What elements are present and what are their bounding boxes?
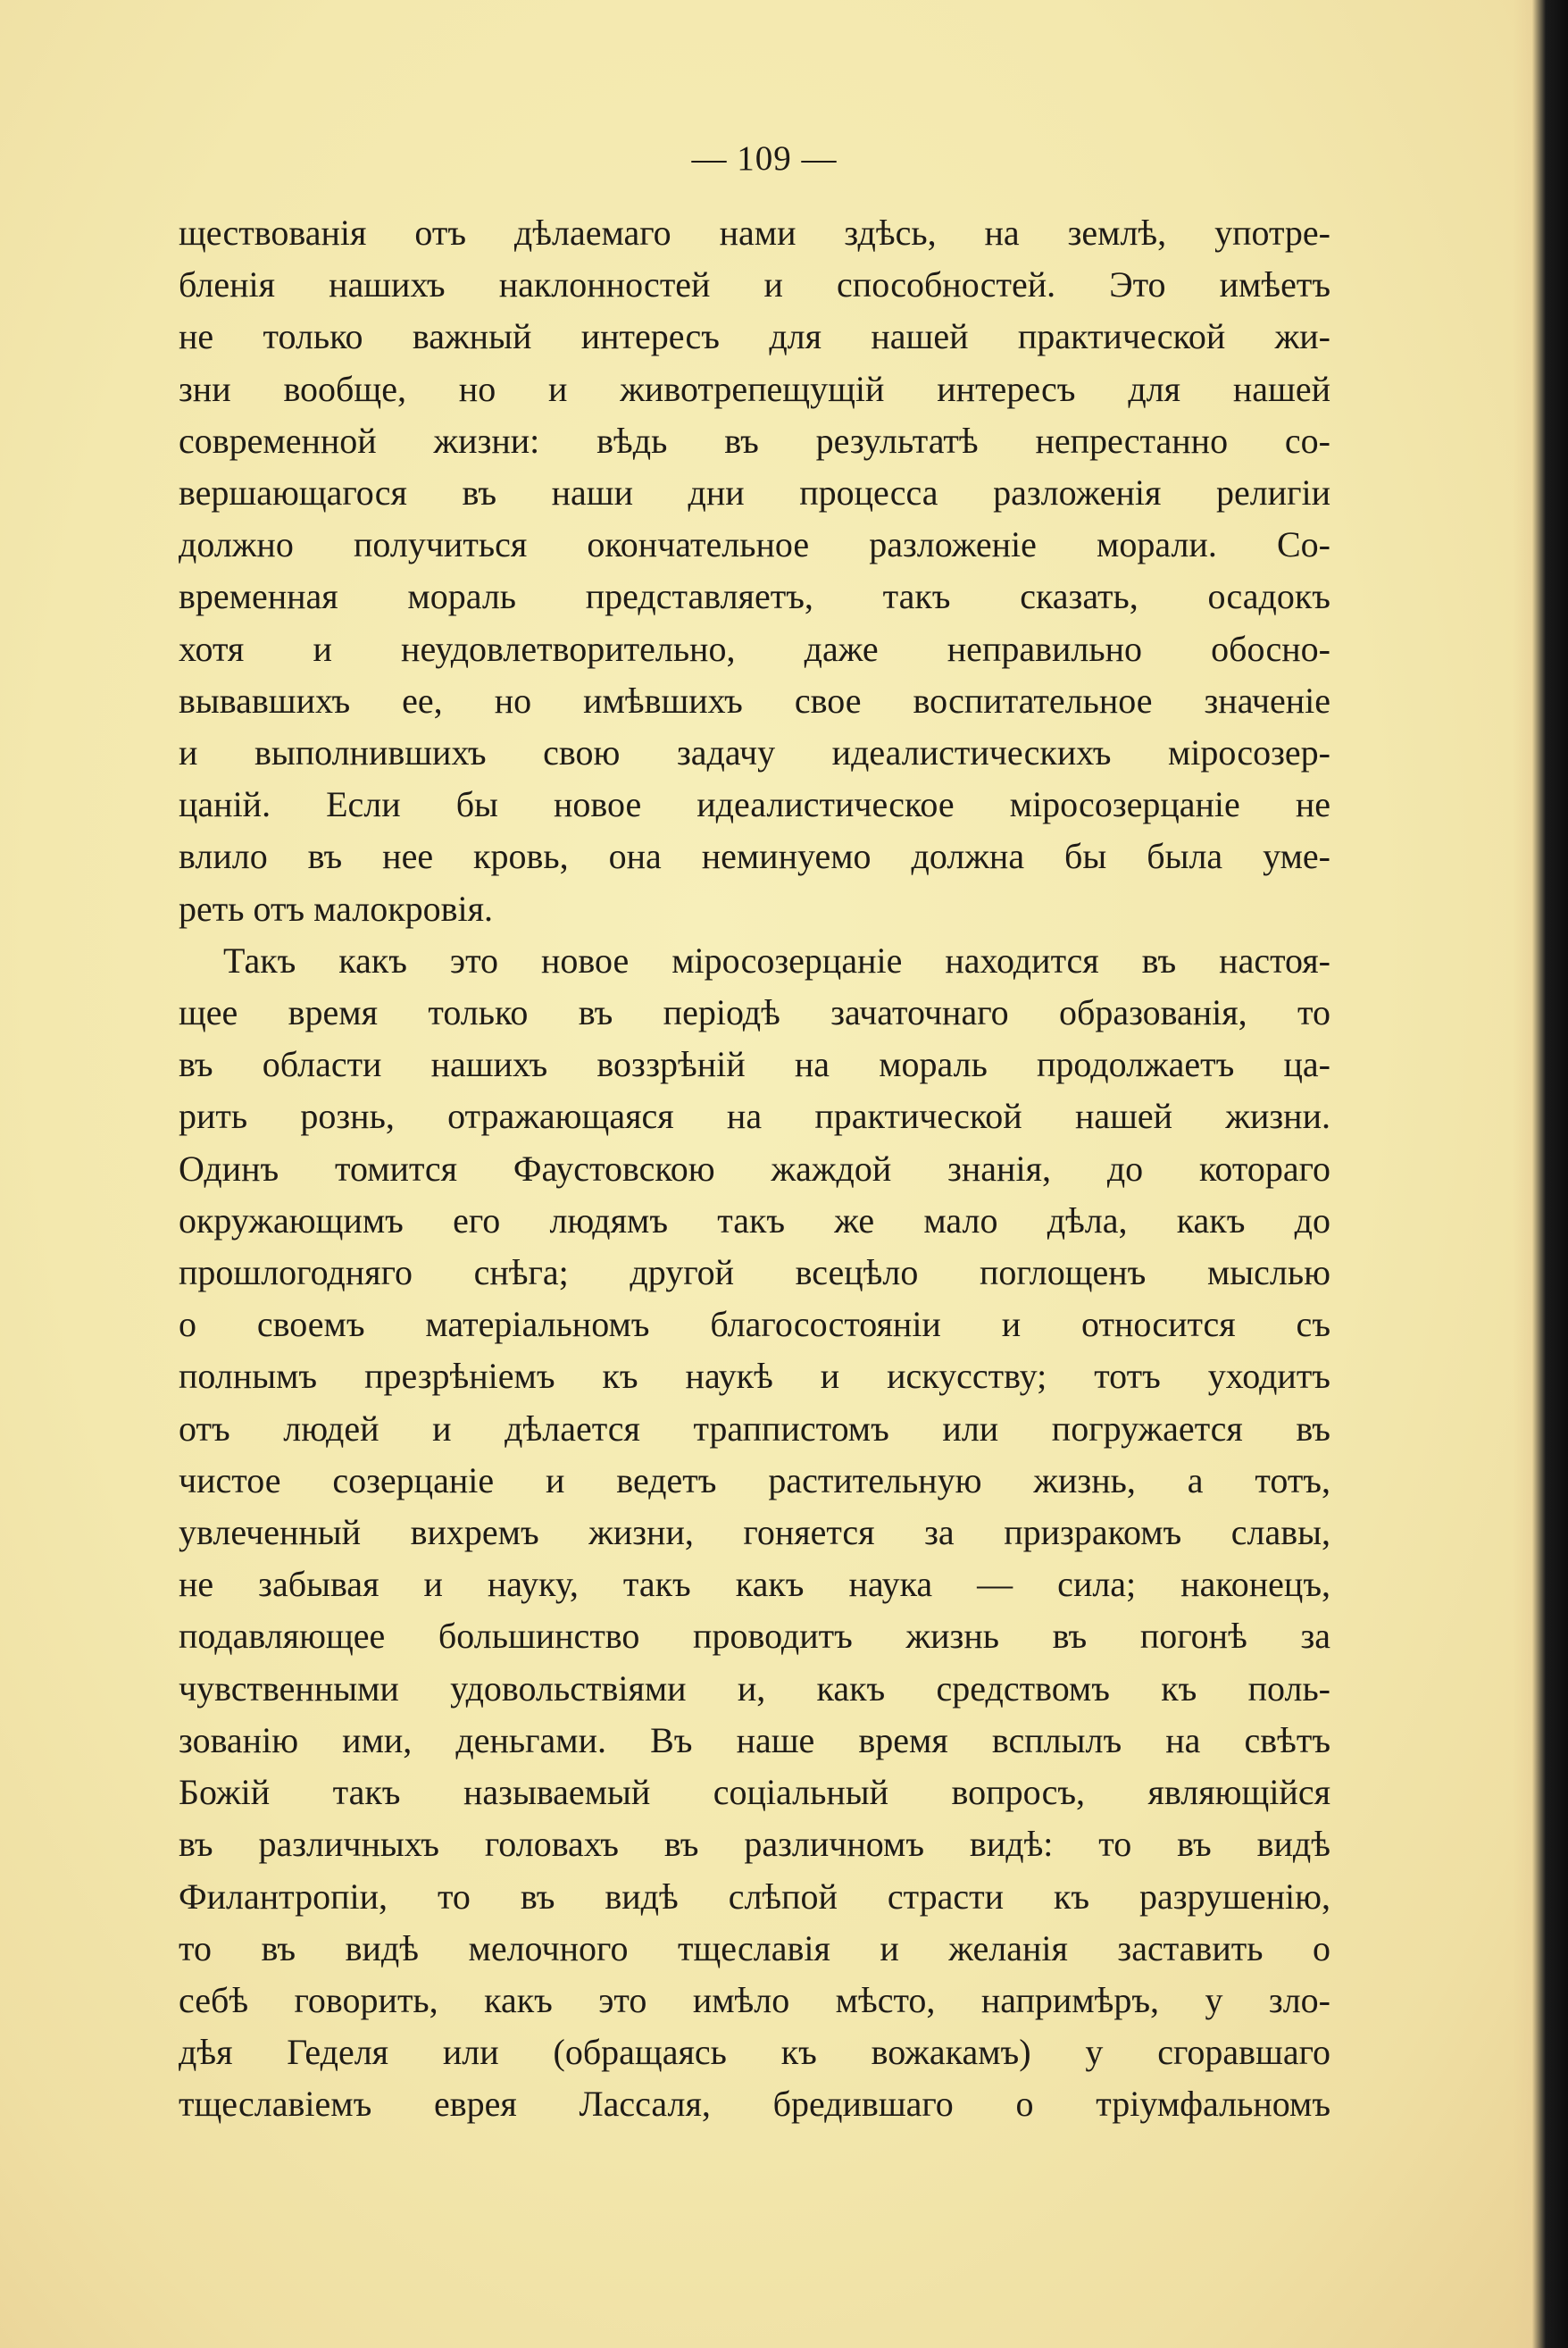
text-line: дѣя Геделя или (обращаясь къ вожакамъ) у сгоравшаго <box>179 2032 1330 2073</box>
text-line: не забывая и науку, такъ какъ наука — сила; наконецъ, <box>179 1564 1330 1605</box>
text-line: зованію ими, деньгами. Въ наше время всплылъ на свѣтъ <box>179 1719 1330 1760</box>
text-line: реть отъ малокровія. <box>179 888 494 929</box>
text-line: въ области нашихъ воззрѣній на мораль продолжаетъ ца- <box>179 1044 1330 1085</box>
text-line: увлеченный вихремъ жизни, гоняется за призракомъ славы, <box>179 1512 1330 1553</box>
text-line: вывавшихъ ее, но имѣвшихъ свое воспитательное значеніе <box>179 680 1330 721</box>
text-line: прошлогодняго снѣга; другой всецѣло поглощенъ мыслью <box>179 1252 1330 1293</box>
text-line: должно получиться окончательное разложеніе морали. Со- <box>179 524 1330 565</box>
text-line: временная мораль представляетъ, такъ сказать, осадокъ <box>179 576 1330 617</box>
text-line: ществованія отъ дѣлаемаго нами здѣсь, на землѣ, употре- <box>179 213 1330 253</box>
text-line: цаній. Если бы новое идеалистическое міросозерцаніе не <box>179 784 1330 825</box>
page-number: — 109 — <box>691 139 838 178</box>
text-line: бленія нашихъ наклонностей и способностей. Это имѣетъ <box>179 264 1330 305</box>
text-line: современной жизни: вѣдь въ результатѣ непрестанно со- <box>179 420 1330 461</box>
text-line: чистое созерцаніе и ведетъ растительную жизнь, а тотъ, <box>179 1459 1330 1500</box>
text-line: тщеславіемъ еврея Лассаля, бредившаго о тріумфальномъ <box>179 2084 1330 2125</box>
text-line: то въ видѣ мелочного тщеславія и желанія заставить о <box>179 1927 1330 1968</box>
text-line: себѣ говорить, какъ это имѣло мѣсто, напримѣръ, у зло- <box>179 1979 1330 2020</box>
text-line: щее время только въ періодѣ зачаточнаго образованія, то <box>179 992 1330 1033</box>
text-body <box>179 207 1330 2131</box>
text-line: о своемъ матеріальномъ благосостояніи и относится съ <box>179 1304 1330 1345</box>
text-line: полнымъ презрѣніемъ къ наукѣ и искусству; тотъ уходитъ <box>179 1356 1330 1397</box>
text-line: и выполнившихъ свою задачу идеалистическихъ міросозер- <box>179 732 1330 773</box>
text-line: вершающагося въ наши дни процесса разложенія религіи <box>179 472 1330 514</box>
paragraph-2 <box>179 935 1330 2131</box>
text-line: подавляющее большинство проводитъ жизнь въ погонѣ за <box>179 1616 1330 1657</box>
text-line: Одинъ томится Фаустовскою жаждой знанія, до котораго <box>179 1148 1330 1189</box>
text-line: влило въ нее кровь, она неминуемо должна бы была уме- <box>179 836 1330 877</box>
text-line: зни вообще, но и животрепещущій интересъ для нашей <box>179 368 1330 409</box>
text-line: въ различныхъ головахъ въ различномъ видѣ: то въ видѣ <box>179 1824 1330 1865</box>
paragraph-1 <box>179 207 1330 935</box>
text-line: не только важный интересъ для нашей практической жи- <box>179 316 1330 357</box>
text-line: отъ людей и дѣлается траппистомъ или погружается въ <box>179 1408 1330 1449</box>
text-line: Божій такъ называемый соціальный вопросъ, являющійся <box>179 1772 1330 1813</box>
page-edge-shadow <box>1513 0 1568 2348</box>
text-line: Такъ какъ это новое міросозерцаніе находится въ настоя- <box>223 940 1330 981</box>
text-line: окружающимъ его людямъ такъ же мало дѣла, какъ до <box>179 1199 1330 1241</box>
text-line: рить рознь, отражающаяся на практической нашей жизни. <box>179 1096 1330 1137</box>
text-line: хотя и неудовлетворительно, даже неправильно обосно- <box>179 628 1330 669</box>
text-line: Филантропіи, то въ видѣ слѣпой страсти къ разрушенію, <box>179 1876 1330 1917</box>
text-line: чувственными удовольствіями и, какъ средствомъ къ поль- <box>179 1667 1330 1709</box>
